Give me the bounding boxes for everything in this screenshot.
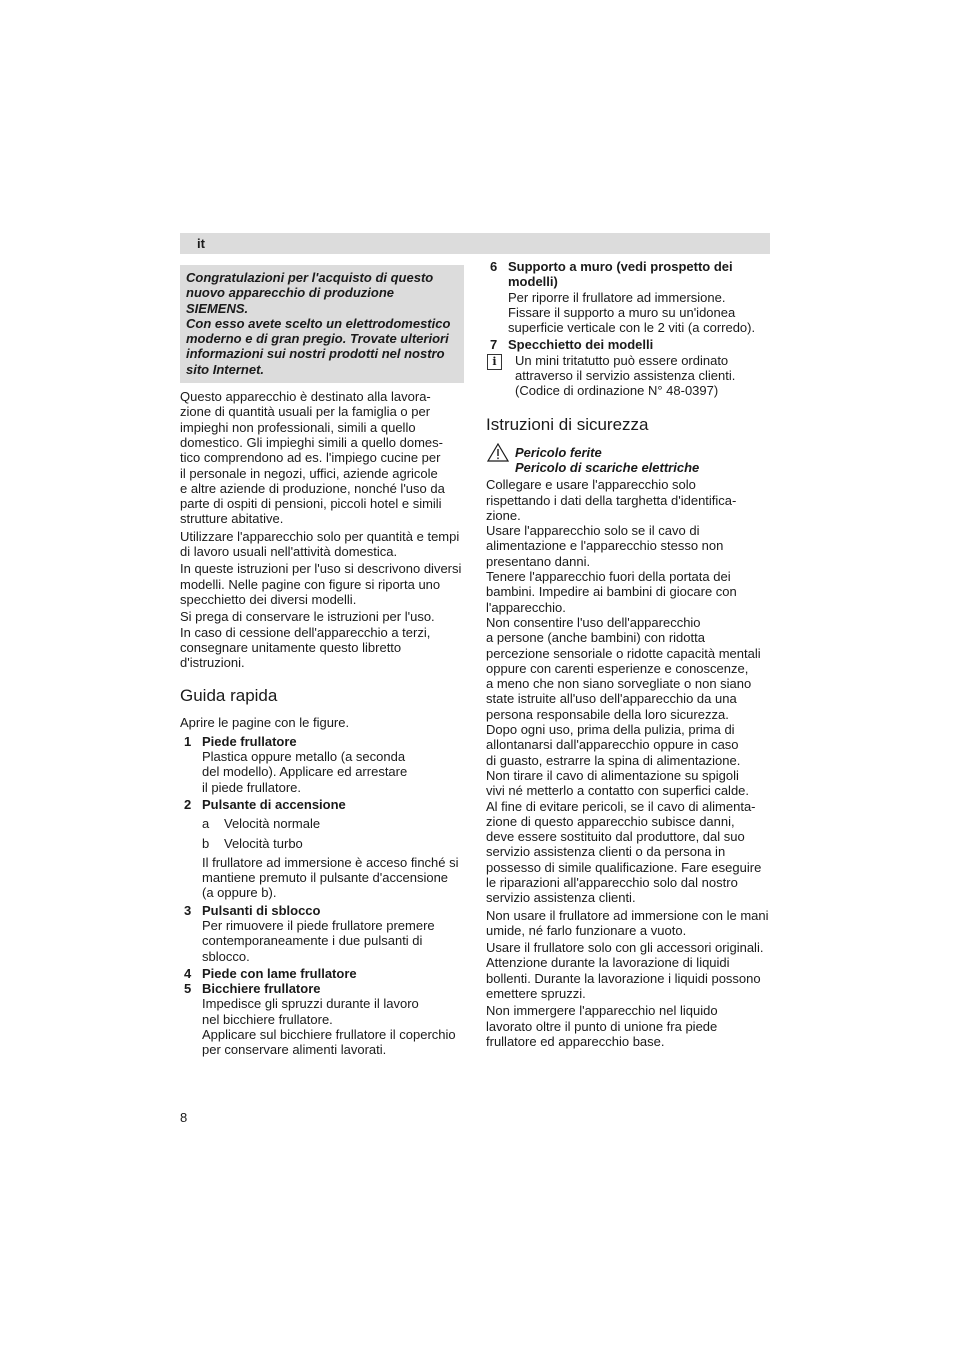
text-line: Usare l'apparecchio solo se il cavo di	[486, 523, 700, 539]
text-line: Attenzione durante la lavorazione di liquidi	[486, 955, 730, 971]
sub-text: Velocità normale	[224, 816, 321, 832]
text-line: specchietto dei diversi modelli.	[180, 591, 357, 607]
text-line: rispettando i dati della targhetta d'identifica-	[486, 492, 737, 508]
text-line: impieghi non professionali, simili a quello	[180, 419, 416, 435]
text-line: mantiene premuto il pulsante d'accensione	[202, 870, 449, 886]
right-column	[486, 259, 770, 1051]
text-line: presentano danni.	[486, 553, 591, 569]
text-line: zione di questo apparecchio subisce danni,	[486, 813, 735, 829]
item-title: Piede frullatore	[202, 733, 297, 749]
text-line: nel bicchiere frullatore.	[202, 1011, 333, 1027]
text-line: zione.	[486, 507, 521, 523]
language-bar	[180, 233, 770, 254]
text-line: Questo apparecchio è destinato alla lavora-	[180, 389, 431, 405]
text-line: e altre aziende di produzione, nonché l'uso da	[180, 480, 445, 496]
text-line: Utilizzare l'apparecchio solo per quantità e tempi	[180, 528, 460, 544]
text-line: alimentazione e l'apparecchio stesso non	[486, 538, 724, 554]
text-line: Non usare il frullatore ad immersione con le mani	[486, 907, 769, 923]
text-line: Non tirare il cavo di alimentazione su spigoli	[486, 767, 739, 783]
intended-use-paragraph	[180, 389, 464, 527]
sicurezza-heading: Istruzioni di sicurezza	[486, 414, 649, 434]
safety-paragraph-3	[486, 940, 770, 1001]
text-line: bambini. Impedire ai bambini di giocare con	[486, 584, 737, 600]
item-title: Pulsanti di sblocco	[202, 902, 321, 918]
text-line: servizio assistenza clienti o da persona in	[486, 844, 726, 860]
text-line: domestico. Gli impieghi simili a quello domes-	[180, 434, 443, 450]
item-title: modelli)	[508, 274, 558, 290]
intro-line: nuovo apparecchio di produzione SIEMENS.	[186, 285, 395, 316]
text-line: le riparazioni all'apparecchio solo dal nostro	[486, 874, 738, 890]
text-line: d'istruzioni.	[180, 655, 245, 671]
text-line: frullatore ed apparecchio base.	[486, 1033, 665, 1049]
info-icon: i	[487, 354, 502, 370]
text-line: a meno che non siano sorvegliate o non siano	[486, 676, 752, 692]
text-line: consegnare unitamente questo libretto	[180, 639, 402, 655]
text-line: superficie verticale con le 2 viti (a corredo).	[508, 320, 756, 336]
warning-line: Pericolo di scariche elettriche	[515, 459, 700, 475]
intro-line: moderno e di gran pregio. Trovate ulteriori	[186, 331, 449, 347]
text-line: Impedisce gli spruzzi durante il lavoro	[202, 996, 419, 1012]
text-line: (Codice di ordinazione N° 48-0397)	[515, 383, 719, 399]
text-line: parte di ospiti di pensioni, piccoli hotel e simili	[180, 496, 442, 512]
text-line: vivi né metterlo a contatto con superfici calde.	[486, 783, 750, 799]
text-line: per conservare alimenti lavorati.	[202, 1042, 387, 1058]
warning-line: Pericolo ferite	[515, 444, 602, 460]
guide-item-6	[486, 259, 770, 335]
info-note	[486, 353, 770, 399]
text-line: di guasto, estrarre la spina di alimentazione.	[486, 752, 741, 768]
guide-item-3	[180, 903, 464, 964]
text-line: Un mini tritatutto può essere ordinato	[515, 352, 729, 368]
warning-triangle-icon	[487, 443, 509, 462]
text-line: Dopo ogni uso, prima della pulizia, prima di	[486, 722, 735, 738]
text-line: l'apparecchio.	[486, 599, 566, 615]
text-line: emettere spruzzi.	[486, 986, 586, 1002]
text-line: In queste istruzioni per l'uso si descrivono diversi	[180, 561, 462, 577]
language-code: it	[197, 236, 205, 251]
sub-label: a	[202, 816, 210, 832]
text-line: modelli. Nelle pagine con figure si riporta uno	[180, 576, 441, 592]
text-line: Non consentire l'uso dell'apparecchio	[486, 614, 701, 630]
text-line: Plastica oppure metallo (a seconda	[202, 749, 406, 765]
item-title: Pulsante di accensione	[202, 796, 346, 812]
text-line: il piede frullatore.	[202, 779, 301, 795]
text-line: possesso di simile qualificazione. Fare eseguire	[486, 859, 762, 875]
safety-paragraph-1	[486, 477, 770, 905]
usage-limits-paragraph	[180, 529, 464, 560]
sub-label: b	[202, 835, 210, 851]
intro-line: Congratulazioni per l'acquisto di questo	[186, 270, 434, 285]
text-line: sblocco.	[202, 948, 250, 964]
item-number: 2	[184, 796, 192, 812]
text-line: deve essere sostituito dal produttore, dal suo	[486, 829, 745, 845]
text-line: persona responsabile della loro sicurezza.	[486, 706, 729, 722]
keep-instructions-paragraph	[180, 609, 464, 670]
text-line: Si prega di conservare le istruzioni per l'uso.	[180, 609, 435, 625]
item-title: Specchietto dei modelli	[508, 337, 654, 353]
left-column	[180, 265, 464, 1060]
item-number: 4	[184, 965, 192, 981]
safety-paragraph-4	[486, 1003, 770, 1049]
sub-text: Velocità turbo	[224, 835, 303, 851]
item-number: 7	[490, 337, 498, 353]
guida-lead: Aprire le pagine con le figure.	[180, 715, 350, 731]
guide-item-5	[180, 981, 464, 1057]
sub-item-a	[202, 816, 464, 831]
guida-rapida-heading: Guida rapida	[180, 686, 278, 706]
intro-line: Con esso avete scelto un elettrodomestico	[186, 315, 451, 331]
text-line: In caso di cessione dell'apparecchio a terzi,	[180, 624, 431, 640]
item-title: Piede con lame frullatore	[202, 965, 357, 981]
text-line: umide, né farlo funzionare a vuoto.	[486, 922, 687, 938]
intro-line: sito Internet.	[186, 361, 265, 377]
text-line: (a oppure b).	[202, 885, 277, 901]
item-title: Bicchiere frullatore	[202, 981, 321, 997]
guide-item-7	[486, 337, 770, 352]
text-line: Collegare e usare l'apparecchio solo	[486, 477, 696, 493]
text-line: contemporaneamente i due pulsanti di	[202, 933, 423, 949]
text-line: lavorato oltre il punto di unione fra piede	[486, 1018, 718, 1034]
item-number: 1	[184, 733, 192, 749]
item-title: Supporto a muro (vedi prospetto dei	[508, 259, 733, 274]
item-number: 5	[184, 981, 192, 997]
text-line: del modello). Applicare ed arrestare	[202, 764, 408, 780]
text-line: oppure con carenti esperienze e conoscenze,	[486, 660, 749, 676]
text-line: zione di quantità usuali per la famiglia o per	[180, 404, 431, 420]
text-line: Per rimuovere il piede frullatore premere	[202, 917, 435, 933]
text-line: di lavoro usuali nell'attività domestica.	[180, 544, 398, 560]
intro-line: informazioni sui nostri prodotti nel nostro	[186, 346, 445, 362]
text-line: a persone (anche bambini) con ridotta	[486, 630, 705, 646]
text-line: il personale in negozi, uffici, aziende agricole	[180, 465, 438, 481]
guide-item-2	[180, 797, 464, 901]
text-line: Usare il frullatore solo con gli accessori originali.	[486, 940, 764, 956]
text-line: Al fine di evitare pericoli, se il cavo di alimenta-	[486, 798, 756, 814]
models-paragraph	[180, 561, 464, 607]
warning-block	[486, 445, 770, 476]
text-line: Per riporre il frullatore ad immersione.	[508, 289, 726, 305]
text-line: Applicare sul bicchiere frullatore il coperchio	[202, 1027, 456, 1043]
text-line: state istruite all'uso dell'apparecchio da una	[486, 691, 737, 707]
text-line: Fissare il supporto a muro su un'idonea	[508, 304, 736, 320]
text-line: Il frullatore ad immersione è acceso finché si	[202, 854, 459, 870]
text-line: strutture abitative.	[180, 511, 284, 527]
text-line: percezione sensoriale o ridotte capacità mentali	[486, 645, 761, 661]
safety-paragraph-2	[486, 908, 770, 939]
sub-item-b	[202, 836, 464, 851]
text-line: Tenere l'apparecchio fuori della portata dei	[486, 569, 731, 585]
guide-item-4	[180, 966, 464, 981]
text-line: tico comprendono ad es. l'impiego cucine per	[180, 450, 441, 466]
page-number: 8	[180, 1110, 188, 1125]
item-number: 3	[184, 902, 192, 918]
item-number: 6	[490, 259, 498, 274]
text-line: allontanarsi dall'apparecchio oppure in caso	[486, 737, 739, 753]
intro-box	[180, 265, 464, 383]
text-line: Non immergere l'apparecchio nel liquido	[486, 1003, 718, 1019]
text-line: servizio assistenza clienti.	[486, 890, 636, 906]
text-line: attraverso il servizio assistenza clienti.	[515, 368, 736, 384]
guide-item-1	[180, 734, 464, 795]
text-line: bollenti. Durante la lavorazione i liquidi possono	[486, 970, 761, 986]
